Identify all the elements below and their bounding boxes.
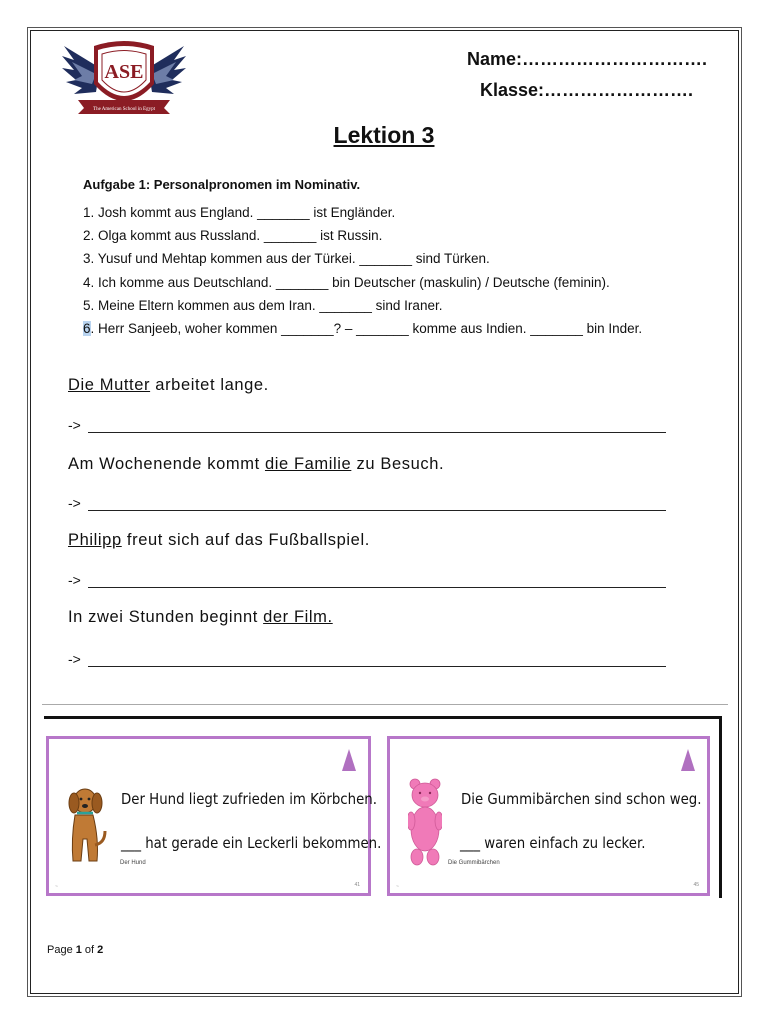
exercise-text: Yusuf und Mehtap kommen aus der Türkei. _______ sind Türken. (94, 251, 490, 267)
triangle-icon (342, 749, 356, 771)
class-field: Klasse:……………………. (480, 80, 694, 100)
card-sentence: Die Gummibärchen sind schon weg. (461, 790, 702, 808)
exercise-item (83, 271, 642, 294)
total-pages: 2 (97, 944, 104, 956)
write-line[interactable] (88, 501, 666, 511)
dog-icon (63, 783, 109, 865)
card-number: 41 (354, 882, 360, 888)
task-card-dog (46, 736, 382, 896)
sentence-subject: Philipp (68, 531, 122, 549)
exercise-number: 2. (83, 228, 95, 244)
sentence-text: zu Besuch. (351, 455, 445, 473)
answer-line-2[interactable] (68, 495, 666, 511)
gummy-bear-icon (408, 777, 442, 867)
card-prompt: ___ hat gerade ein Leckerli bekommen. (121, 834, 382, 852)
sentence-text: In zwei Stunden beginnt (68, 608, 264, 626)
exercise-number-selected[interactable]: 6 (83, 320, 91, 336)
exercise-text: Meine Eltern kommen aus dem Iran. _______ sind Iraner. (94, 297, 443, 313)
card-strip-border (44, 716, 722, 719)
exercise-number: 3. (83, 251, 95, 267)
sentence-text: arbeitet lange. (150, 376, 269, 394)
name-field: Name:…………………………. (467, 49, 708, 69)
footer-text: Page (47, 944, 76, 956)
card-caption: Die Gummibärchen (448, 860, 500, 866)
task-card-gummy-bears (387, 736, 710, 896)
logo-text: ASE (104, 61, 144, 83)
sentence-text: freut sich auf das Fußballspiel. (121, 531, 370, 549)
exercise-item (83, 247, 642, 270)
task-heading: Aufgabe 1: Personalpronomen im Nominativ. (83, 177, 361, 192)
current-page: 1 (75, 944, 82, 956)
sentence-subject: der Film. (263, 608, 333, 626)
sentence-text: Am Wochenende kommt (68, 455, 265, 473)
card-prompt: ___ waren einfach zu lecker. (460, 834, 646, 852)
exercise-number: 1. (83, 205, 95, 220)
answer-line-3[interactable] (68, 572, 666, 588)
card-watermark: ~ (396, 884, 399, 890)
card-watermark: ~ (55, 884, 58, 890)
exercise-item (83, 294, 642, 317)
sentence-2 (68, 455, 444, 474)
exercise-item (83, 224, 642, 247)
write-line[interactable] (88, 578, 666, 588)
section-divider (42, 704, 728, 705)
arrow-prefix: -> (68, 651, 81, 667)
lesson-title: Lektion 3 (333, 122, 435, 148)
sentence-4 (68, 608, 333, 627)
exercise-text: . Herr Sanjeeb, woher kommen _______? – _______ komme aus Indien. _______ bin Inder. (90, 320, 643, 336)
sentence-subject: die Familie (264, 455, 352, 473)
arrow-prefix: -> (68, 417, 81, 433)
footer-text: of (81, 944, 98, 956)
exercise-number: 5. (83, 297, 95, 313)
answer-line-4[interactable] (68, 651, 666, 667)
page-footer (47, 944, 103, 956)
card-sentence: Der Hund liegt zufrieden im Körbchen. (121, 790, 377, 808)
school-logo (60, 38, 188, 120)
logo-tagline: The American School in Egypt (93, 107, 155, 112)
answer-line-1[interactable] (68, 417, 666, 433)
arrow-prefix: -> (68, 572, 81, 588)
card-number: 45 (693, 882, 699, 888)
exercise-text: Josh kommt aus England. _______ ist Engländer. (94, 205, 396, 220)
sentence-subject: Die Mutter (68, 376, 151, 394)
write-line[interactable] (88, 423, 666, 433)
exercise-item (83, 201, 642, 224)
exercise-number: 4. (83, 274, 95, 290)
sentence-3 (68, 531, 370, 550)
card-caption: Der Hund (120, 860, 146, 866)
arrow-prefix: -> (68, 495, 81, 511)
card-strip-border (719, 716, 722, 898)
write-line[interactable] (88, 657, 666, 667)
triangle-icon (681, 749, 695, 771)
exercise-list (83, 201, 642, 340)
exercise-text: Olga kommt aus Russland. _______ ist Russin. (94, 228, 383, 244)
exercise-item (83, 317, 642, 340)
sentence-1 (68, 376, 269, 395)
exercise-text: Ich komme aus Deutschland. _______ bin Deutscher (maskulin) / Deutsche (feminin). (94, 274, 610, 290)
